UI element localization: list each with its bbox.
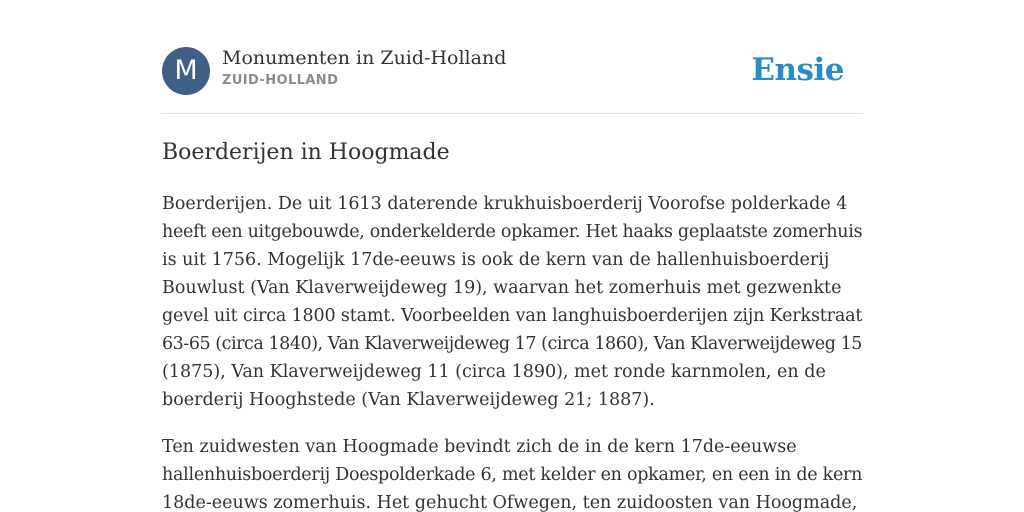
site-title-block <box>222 44 506 90</box>
paragraph-line: (1875), Van Klaverweijdeweg 11 (circa 1890), met ronde karnmolen, en de <box>162 362 826 382</box>
paragraph-line: 18de-eeuws zomerhuis. Het gehucht Ofwegen, ten zuidoosten van Hoogmade, <box>162 493 858 512</box>
site-title[interactable]: Monumenten in Zuid-Holland <box>222 47 507 69</box>
paragraph-line: 63-65 (circa 1840), Van Klaverweijdeweg 17 (circa 1860), Van Klaverweijdeweg 15 <box>162 334 862 354</box>
avatar[interactable]: M <box>162 47 210 95</box>
site-subtitle[interactable]: ZUID-HOLLAND <box>222 73 339 88</box>
content-container <box>162 0 863 512</box>
article-paragraph <box>162 190 862 414</box>
article-paragraph <box>162 433 862 512</box>
paragraph-line: gevel uit circa 1800 stamt. Voorbeelden van langhuisboerderijen zijn Kerkstraat <box>162 306 863 326</box>
header <box>162 0 862 114</box>
article-title: Boerderijen in Hoogmade <box>162 140 450 165</box>
paragraph-line: Boerderijen. De uit 1613 daterende krukhuisboerderij Voorofse polderkade 4 <box>162 194 848 214</box>
brand-logo-link[interactable]: Ensie <box>751 52 844 88</box>
article-body <box>162 190 862 512</box>
paragraph-line: boerderij Hooghstede (Van Klaverweijdeweg 21; 1887). <box>162 390 655 410</box>
paragraph-line: heeft een uitgebouwde, onderkelderde opkamer. Het haaks geplaatste zomerhuis <box>162 222 863 242</box>
paragraph-line: Ten zuidwesten van Hoogmade bevindt zich de in de kern 17de-eeuwse <box>162 437 797 457</box>
paragraph-line: hallenhuisboerderij Doespolderkade 6, met kelder en opkamer, en een in de kern <box>162 465 863 485</box>
paragraph-line: Bouwlust (Van Klaverweijdeweg 19), waarvan het zomerhuis met gezwenkte <box>162 278 842 298</box>
paragraph-line: is uit 1756. Mogelijk 17de-eeuws is ook de kern van de hallenhuisboerderij <box>162 250 830 270</box>
